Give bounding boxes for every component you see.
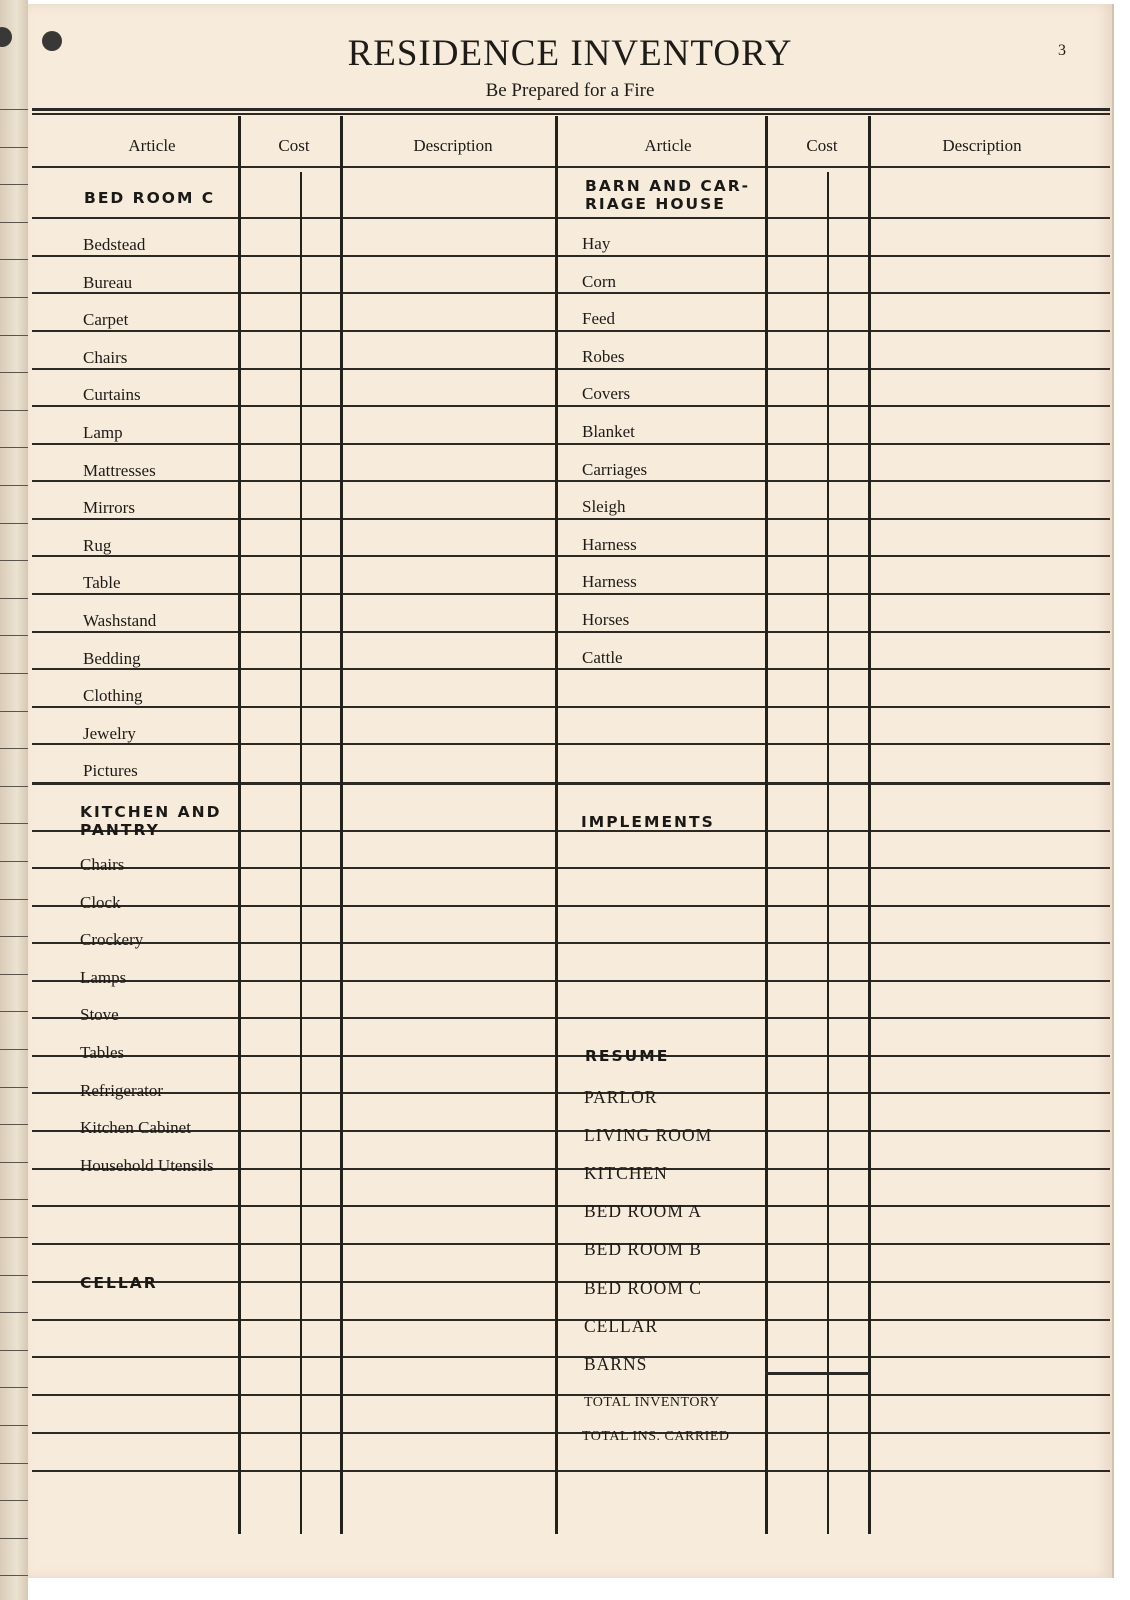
left-description-heading: Description [413, 136, 493, 155]
column-rule [340, 116, 343, 1534]
edge-rule [0, 109, 28, 110]
edge-rule [0, 184, 28, 185]
edge-rule [0, 1162, 28, 1163]
edge-rule [0, 1237, 28, 1238]
row-rule [32, 1092, 1110, 1094]
bedroom-c-item: Mattresses [83, 460, 156, 480]
bedroom-c-item: Bureau [83, 272, 133, 292]
row-rule [32, 217, 1110, 219]
section-heading-resume: RESUME [585, 1047, 670, 1065]
bedroom-c-item: Mirrors [83, 498, 135, 518]
edge-rule [0, 1199, 28, 1200]
row-rule [32, 330, 1110, 332]
section-heading-barn-line2: RIAGE HOUSE [585, 195, 726, 213]
row-rule [32, 668, 1110, 670]
bedroom-c-item: Bedding [83, 648, 141, 668]
edge-rule [0, 936, 28, 937]
edge-rule [0, 1350, 28, 1351]
header-rule [32, 108, 1110, 111]
bedroom-c-item: Clothing [83, 686, 143, 706]
edge-rule [0, 823, 28, 824]
row-rule [32, 1432, 1110, 1434]
barn-item: Harness [582, 534, 637, 554]
previous-page-edge [0, 0, 28, 1600]
column-rule [868, 116, 871, 1534]
row-rule [32, 255, 1110, 257]
resume-item: LIVING ROOM [584, 1125, 713, 1146]
right-description-heading: Description [942, 136, 1022, 155]
page-title: RESIDENCE INVENTORY [347, 33, 793, 74]
row-rule [32, 1470, 1110, 1472]
edge-rule [0, 1463, 28, 1464]
row-rule [32, 706, 1110, 708]
kitchen-item: Lamps [80, 967, 127, 987]
resume-item: BARNS [584, 1353, 648, 1374]
row-rule [32, 905, 1110, 907]
kitchen-item: Chairs [80, 855, 125, 874]
row-rule [32, 443, 1110, 445]
row-rule [32, 166, 1110, 168]
edge-rule [0, 1087, 28, 1088]
column-rule [765, 116, 768, 1534]
edge-rule [0, 899, 28, 900]
row-rule [32, 1356, 1110, 1358]
row-rule [32, 867, 1110, 869]
resume-item: BED ROOM C [584, 1277, 702, 1298]
edge-rule [0, 1049, 28, 1050]
section-heading-implements: IMPLEMENTS [581, 813, 715, 831]
row-rule [32, 1130, 1110, 1132]
barn-item: Hay [582, 234, 611, 253]
bedroom-c-item: Lamp [83, 423, 123, 442]
total-inventory-label: TOTAL INVENTORY [584, 1395, 720, 1410]
edge-rule [0, 1387, 28, 1388]
kitchen-item: Refrigerator [80, 1080, 164, 1100]
row-rule [32, 1243, 1110, 1245]
kitchen-item: Clock [80, 892, 121, 912]
row-rule [32, 518, 1110, 520]
edge-rule [0, 598, 28, 599]
bedroom-c-item: Bedstead [83, 235, 146, 254]
bedroom-c-item: Rug [83, 535, 112, 555]
column-rule [555, 116, 558, 1534]
barn-item: Carriages [582, 459, 648, 479]
edge-rule [0, 560, 28, 561]
edge-rule [0, 861, 28, 862]
row-rule [32, 1055, 1110, 1057]
kitchen-item: Kitchen Cabinet [80, 1118, 191, 1138]
row-rule [32, 782, 1110, 785]
barn-item: Harness [582, 572, 637, 592]
row-rule [32, 405, 1110, 407]
edge-rule [0, 673, 28, 674]
row-rule [32, 593, 1110, 595]
edge-rule [0, 1011, 28, 1012]
row-rule [32, 830, 1110, 832]
column-rule [300, 172, 302, 1534]
edge-rule [0, 410, 28, 411]
edge-rule [0, 1575, 28, 1576]
edge-rule [0, 748, 28, 749]
barn-item: Covers [582, 384, 631, 404]
bedroom-c-item: Curtains [83, 385, 141, 405]
resume-item: BED ROOM B [584, 1239, 702, 1260]
barn-item: Horses [582, 610, 630, 629]
row-rule [32, 1281, 1110, 1283]
section-heading-kitchen-line1: KITCHEN AND [80, 803, 222, 821]
edge-rule [0, 147, 28, 148]
edge-rule [0, 1425, 28, 1426]
barn-item: Feed [582, 309, 616, 329]
bedroom-c-item: Pictures [83, 761, 138, 781]
row-rule [32, 631, 1110, 633]
row-rule [32, 1394, 1110, 1396]
row-rule [32, 555, 1110, 557]
barn-item: Sleigh [582, 497, 626, 517]
page-number: 3 [1058, 42, 1066, 59]
row-rule [32, 980, 1110, 982]
section-heading-barn-line1: BARN AND CAR- [585, 177, 751, 195]
bedroom-c-item: Washstand [83, 611, 157, 630]
section-heading-bedroom-c: BED ROOM C [84, 189, 216, 207]
barn-item: Corn [582, 271, 616, 291]
total-insurance-label: TOTAL INS. CARRIED [582, 1429, 730, 1444]
total-bar [765, 1372, 869, 1375]
edge-rule [0, 297, 28, 298]
edge-rule [0, 1500, 28, 1501]
row-rule [32, 480, 1110, 482]
row-rule [32, 368, 1110, 370]
column-rule [238, 116, 241, 1534]
bedroom-c-item: Chairs [83, 347, 128, 367]
resume-item: KITCHEN [584, 1163, 668, 1184]
edge-rule [0, 1538, 28, 1539]
column-rule [827, 172, 829, 1534]
resume-item: PARLOR [584, 1087, 658, 1107]
kitchen-item: Household Utensils [80, 1155, 214, 1175]
barn-item: Robes [582, 346, 625, 366]
kitchen-item: Crockery [80, 930, 144, 950]
bedroom-c-item: Jewelry [83, 723, 136, 743]
page-subtitle: Be Prepared for a Fire [485, 80, 655, 101]
edge-rule [0, 447, 28, 448]
barn-item: Cattle [582, 647, 623, 667]
right-article-heading: Article [644, 136, 692, 155]
barn-item: Blanket [582, 422, 635, 441]
bedroom-c-item: Table [83, 573, 121, 593]
kitchen-item: Stove [80, 1005, 119, 1025]
edge-rule [0, 635, 28, 636]
bedroom-c-item: Carpet [83, 310, 129, 330]
edge-rule [0, 222, 28, 223]
header-rule [32, 113, 1110, 115]
left-cost-heading: Cost [278, 136, 310, 155]
row-rule [32, 1017, 1110, 1019]
left-article-heading: Article [128, 136, 176, 155]
edge-rule [0, 1312, 28, 1313]
right-cost-heading: Cost [806, 136, 838, 155]
row-rule [32, 743, 1110, 745]
edge-rule [0, 259, 28, 260]
edge-rule [0, 786, 28, 787]
resume-item: CELLAR [584, 1315, 659, 1336]
section-heading-cellar: CELLAR [80, 1274, 158, 1292]
edge-rule [0, 335, 28, 336]
resume-item: BED ROOM A [584, 1201, 702, 1222]
row-rule [32, 942, 1110, 944]
edge-rule [0, 1124, 28, 1125]
row-rule [32, 1205, 1110, 1207]
row-rule [32, 1319, 1110, 1321]
edge-rule [0, 372, 28, 373]
kitchen-item: Tables [80, 1043, 125, 1062]
inventory-page [28, 4, 1114, 1578]
row-rule [32, 292, 1110, 294]
section-heading-kitchen-line2: PANTRY [80, 821, 160, 839]
edge-rule [0, 485, 28, 486]
edge-rule [0, 523, 28, 524]
edge-rule [0, 974, 28, 975]
edge-rule [0, 1275, 28, 1276]
edge-rule [0, 711, 28, 712]
